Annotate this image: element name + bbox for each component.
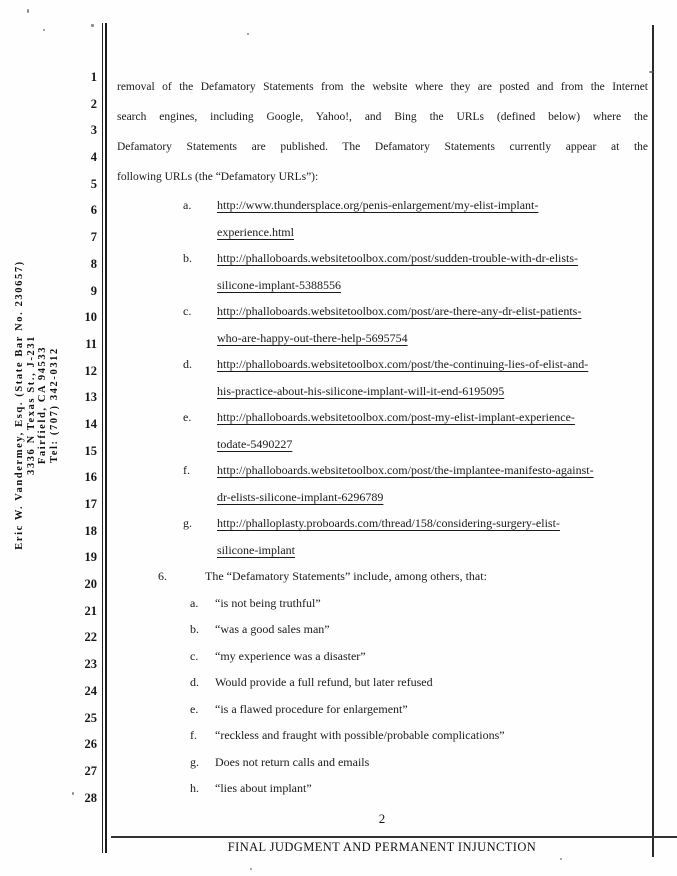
line-number: 22	[84, 630, 97, 645]
pleading-double-rule-thick	[105, 23, 108, 853]
url-list-item	[117, 510, 648, 563]
scan-speck	[91, 24, 94, 27]
statement-text: Does not return calls and emails	[215, 754, 370, 769]
list-item-marker: b.	[183, 251, 192, 265]
statement-list-item	[117, 749, 648, 776]
url-list-item	[117, 404, 648, 457]
list-item-marker: h.	[190, 781, 199, 795]
defamatory-url-link[interactable]: http://phalloboards.websitetoolbox.com/post-my-elist-implant-experience-	[217, 410, 575, 424]
defamatory-url-link-continuation[interactable]: dr-elists-silicone-implant-6296789	[217, 489, 384, 504]
line-number: 6	[90, 203, 97, 218]
footer-title: FINAL JUDGMENT AND PERMANENT INJUNCTION	[227, 840, 537, 854]
defamatory-statements-list	[117, 590, 648, 802]
scan-speck	[27, 9, 29, 13]
line-number: 11	[85, 336, 97, 351]
defamatory-url-link-continuation[interactable]: experience.html	[217, 224, 294, 239]
intro-paragraph-line: following URLs (the “Defamatory URLs”):	[117, 171, 319, 183]
list-item-marker: e.	[183, 410, 192, 424]
line-number: 26	[84, 737, 97, 752]
list-item-marker: d.	[183, 357, 192, 371]
list-item-marker: a.	[190, 595, 199, 610]
list-item-marker: e.	[190, 701, 199, 716]
line-number: 20	[84, 577, 97, 592]
paragraph-6-number: 6.	[158, 569, 167, 583]
scan-speck	[250, 868, 252, 870]
attorney-address-line: Fairfield, CA 94533	[37, 345, 48, 465]
line-number: 15	[84, 443, 97, 458]
right-margin-rule	[652, 25, 654, 857]
line-number-column	[60, 64, 97, 811]
url-list-item	[117, 192, 648, 245]
statement-text: “is not being truthful”	[215, 595, 321, 610]
pleading-double-rule-thin	[102, 23, 103, 853]
defamatory-url-link-continuation[interactable]: his-practice-about-his-silicone-implant-will-it-end-6195095	[217, 383, 505, 398]
line-number: 27	[84, 763, 97, 778]
intro-paragraph	[117, 72, 648, 192]
defamatory-url-link[interactable]: http://phalloplasty.proboards.com/thread/158/considering-surgery-elist-	[217, 516, 560, 530]
statement-text: “was a good sales man”	[215, 622, 330, 636]
intro-paragraph-line: removal of the Defamatory Statements from the website where they are posted and from the Internet	[117, 81, 648, 93]
scan-speck	[649, 71, 654, 73]
intro-paragraph-line: Defamatory Statements are published. The Defamatory Statements currently appear at the	[117, 141, 648, 153]
list-item-marker: d.	[190, 675, 199, 689]
url-list-item	[117, 351, 648, 404]
paragraph-6	[117, 563, 648, 590]
statement-text: “my experience was a disaster”	[215, 648, 366, 663]
list-item-marker: f.	[190, 728, 197, 742]
defamatory-url-link-continuation[interactable]: who-are-happy-out-there-help-5695754	[217, 330, 408, 345]
line-number: 19	[84, 550, 97, 565]
line-number: 12	[84, 363, 97, 378]
list-item-marker: g.	[183, 516, 192, 530]
statement-text: Would provide a full refund, but later refused	[215, 675, 433, 689]
statement-list-item	[117, 669, 648, 696]
list-item-marker: b.	[190, 622, 199, 636]
line-number: 5	[90, 176, 97, 191]
line-number: 8	[90, 256, 97, 271]
line-number: 3	[90, 123, 97, 138]
defamatory-url-link-continuation[interactable]: todate-5490227	[217, 436, 293, 451]
scan-speck	[560, 858, 562, 860]
line-number: 17	[84, 497, 97, 511]
document-body	[117, 72, 648, 802]
line-number: 21	[84, 603, 97, 618]
url-list-item	[117, 298, 648, 351]
defamatory-url-link[interactable]: http://www.thundersplace.org/penis-enlargement/my-elist-implant-	[217, 198, 539, 212]
statement-text: “is a flawed procedure for enlargement”	[215, 701, 408, 716]
statement-list-item	[117, 616, 648, 643]
attorney-address-block	[14, 225, 62, 585]
intro-paragraph-line: search engines, including Google, Yahoo!, and Bing the URLs (defined below) where the	[117, 111, 648, 123]
defamatory-url-link[interactable]: http://phalloboards.websitetoolbox.com/post/are-there-any-dr-elist-patients-	[217, 304, 582, 318]
statement-list-item	[117, 590, 648, 617]
list-item-marker: c.	[190, 648, 199, 663]
line-number: 13	[84, 390, 97, 405]
defamatory-url-link[interactable]: http://phalloboards.websitetoolbox.com/post/the-continuing-lies-of-elist-and-	[217, 357, 589, 371]
defamatory-url-list	[117, 192, 648, 563]
list-item-marker: g.	[190, 754, 199, 769]
defamatory-url-link[interactable]: http://phalloboards.websitetoolbox.com/post/sudden-trouble-with-dr-elists-	[217, 251, 579, 265]
line-number: 24	[84, 683, 97, 698]
line-number: 28	[84, 790, 97, 805]
line-number: 4	[90, 150, 97, 165]
defamatory-url-link-continuation[interactable]: silicone-implant-5388556	[217, 277, 341, 292]
footer-rule	[111, 836, 677, 838]
statement-text: “reckless and fraught with possible/probable complications”	[215, 728, 505, 742]
line-number: 25	[84, 710, 97, 725]
defamatory-url-link[interactable]: http://phalloboards.websitetoolbox.com/post/the-implantee-manifesto-against-	[217, 463, 594, 477]
line-number: 23	[84, 657, 97, 672]
statement-text: “lies about implant”	[215, 781, 312, 795]
url-list-item	[117, 245, 648, 298]
statement-list-item	[117, 722, 648, 749]
list-item-marker: f.	[183, 463, 190, 477]
attorney-address-line: 3336 N Texas St., J-231	[25, 334, 37, 476]
line-number: 7	[90, 230, 97, 245]
statement-list-item	[117, 775, 648, 802]
url-list-item	[117, 457, 648, 510]
page-number: 2	[378, 811, 386, 826]
defamatory-url-link-continuation[interactable]: silicone-implant	[217, 542, 295, 557]
line-number: 1	[90, 70, 97, 84]
scan-speck	[247, 33, 249, 35]
scan-speck	[43, 29, 45, 31]
paragraph-6-text: The “Defamatory Statements” include, among others, that:	[205, 569, 487, 583]
attorney-address-line: Tel: (707) 342-0312	[48, 347, 60, 463]
line-number: 9	[90, 283, 97, 298]
scan-speck	[72, 792, 74, 795]
list-item-marker: a.	[183, 198, 192, 212]
line-number: 14	[84, 416, 97, 431]
attorney-address-line: Eric W. Vandermey, Esq. (State Bar No. 230657)	[14, 260, 25, 550]
statement-list-item	[117, 643, 648, 670]
line-number: 16	[84, 470, 97, 485]
line-number: 2	[90, 96, 97, 111]
line-number: 10	[84, 310, 97, 325]
statement-list-item	[117, 696, 648, 723]
list-item-marker: c.	[183, 304, 192, 318]
line-number: 18	[84, 523, 97, 538]
